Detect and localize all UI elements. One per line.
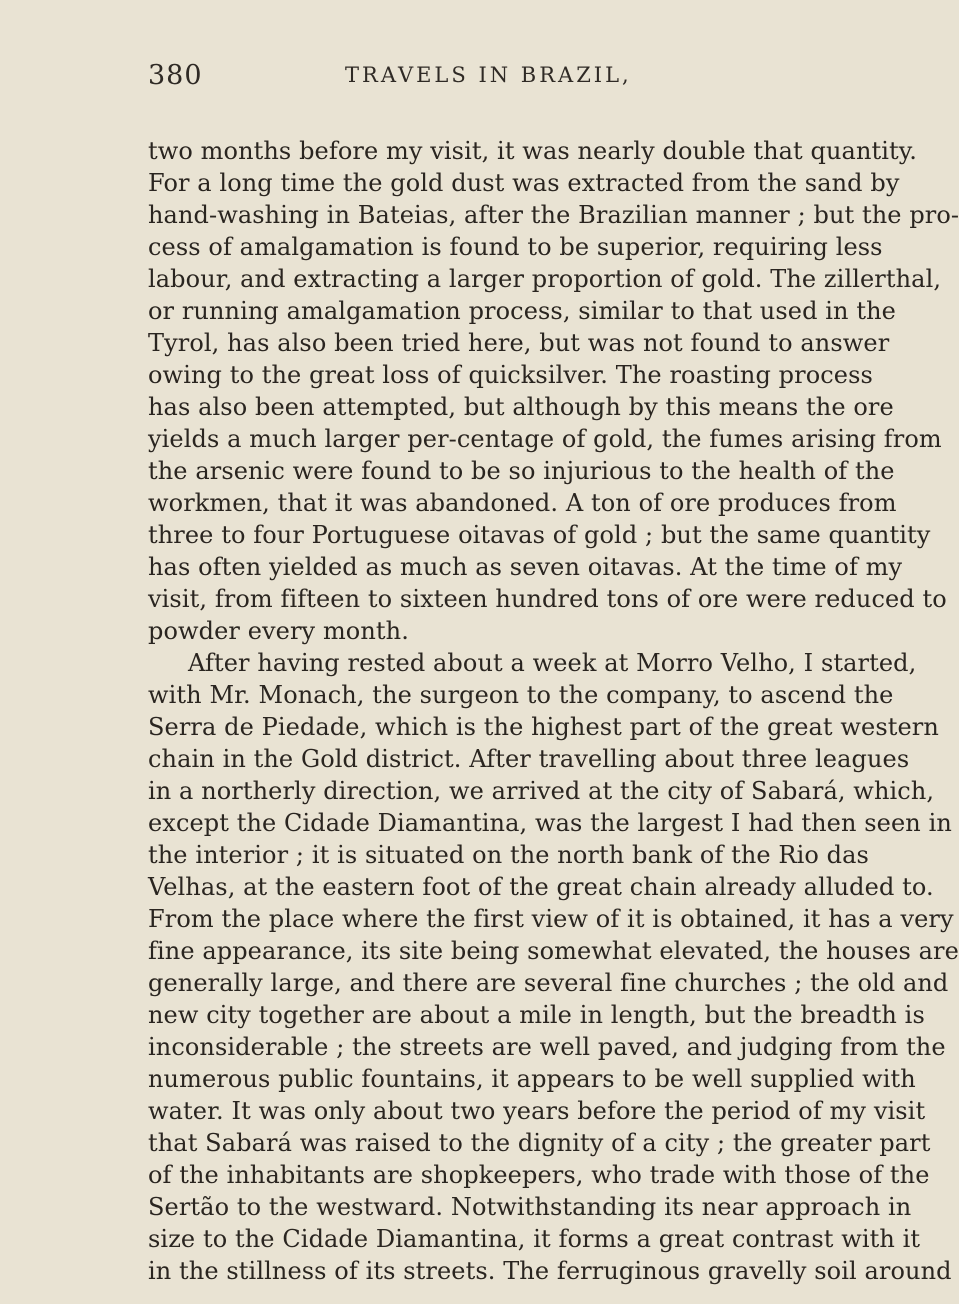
text-line: From the place where the first view of it is obtained, it has a very	[148, 905, 954, 933]
text-line: new city together are about a mile in length, but the breadth is	[148, 1001, 925, 1029]
text-line: Sertão to the westward. Notwithstanding its near approach in	[148, 1193, 912, 1221]
text-line: the interior ; it is situated on the north bank of the Rio das	[148, 841, 869, 869]
text-line: three to four Portuguese oitavas of gold ; but the same quantity	[148, 521, 931, 549]
text-line: labour, and extracting a larger proportion of gold. The zillerthal,	[148, 265, 942, 293]
body-text	[148, 135, 959, 1287]
text-line: except the Cidade Diamantina, was the largest I had then seen in	[148, 809, 952, 837]
text-line: yields a much larger per-centage of gold, the fumes arising from	[148, 425, 942, 453]
text-line: has also been attempted, but although by this means the ore	[148, 393, 894, 421]
text-line: visit, from fifteen to sixteen hundred tons of ore were reduced to	[148, 585, 947, 613]
text-line: water. It was only about two years before the period of my visit	[148, 1097, 926, 1125]
text-line: that Sabará was raised to the dignity of a city ; the greater part	[148, 1129, 931, 1157]
text-line: Tyrol, has also been tried here, but was not found to answer	[148, 329, 890, 357]
text-line: fine appearance, its site being somewhat elevated, the houses are	[148, 937, 959, 965]
text-line: generally large, and there are several fine churches ; the old and	[148, 969, 949, 997]
text-line: workmen, that it was abandoned. A ton of ore produces from	[148, 489, 897, 517]
text-line: in a northerly direction, we arrived at the city of Sabará, which,	[148, 777, 935, 805]
text-line: cess of amalgamation is found to be superior, requiring less	[148, 233, 883, 261]
page-number: 380	[148, 60, 203, 91]
text-line: hand-washing in Bateias, after the Brazilian manner ; but the pro-	[148, 201, 959, 229]
text-line: powder every month.	[148, 617, 409, 645]
text-line: numerous public fountains, it appears to be well supplied with	[148, 1065, 916, 1093]
text-line: of the inhabitants are shopkeepers, who trade with those of the	[148, 1161, 930, 1189]
text-line: size to the Cidade Diamantina, it forms a great contrast with it	[148, 1225, 921, 1253]
text-line: the arsenic were found to be so injurious to the health of the	[148, 457, 895, 485]
text-line: After having rested about a week at Morro Velho, I started,	[188, 649, 917, 677]
text-line: owing to the great loss of quicksilver. The roasting process	[148, 361, 873, 389]
text-line: inconsiderable ; the streets are well paved, and judging from the	[148, 1033, 946, 1061]
running-head: TRAVELS IN BRAZIL,	[345, 63, 632, 87]
text-line: with Mr. Monach, the surgeon to the company, to ascend the	[148, 681, 894, 709]
page-header	[148, 60, 760, 100]
text-line: Serra de Piedade, which is the highest part of the great western	[148, 713, 939, 741]
text-line: has often yielded as much as seven oitavas. At the time of my	[148, 553, 903, 581]
text-line: For a long time the gold dust was extracted from the sand by	[148, 169, 900, 197]
text-line: in the stillness of its streets. The ferruginous gravelly soil around	[148, 1257, 952, 1285]
text-line: chain in the Gold district. After travelling about three leagues	[148, 745, 910, 773]
text-line: two months before my visit, it was nearly double that quantity.	[148, 137, 917, 165]
text-line: or running amalgamation process, similar to that used in the	[148, 297, 896, 325]
text-line: Velhas, at the eastern foot of the great chain already alluded to.	[148, 873, 934, 901]
